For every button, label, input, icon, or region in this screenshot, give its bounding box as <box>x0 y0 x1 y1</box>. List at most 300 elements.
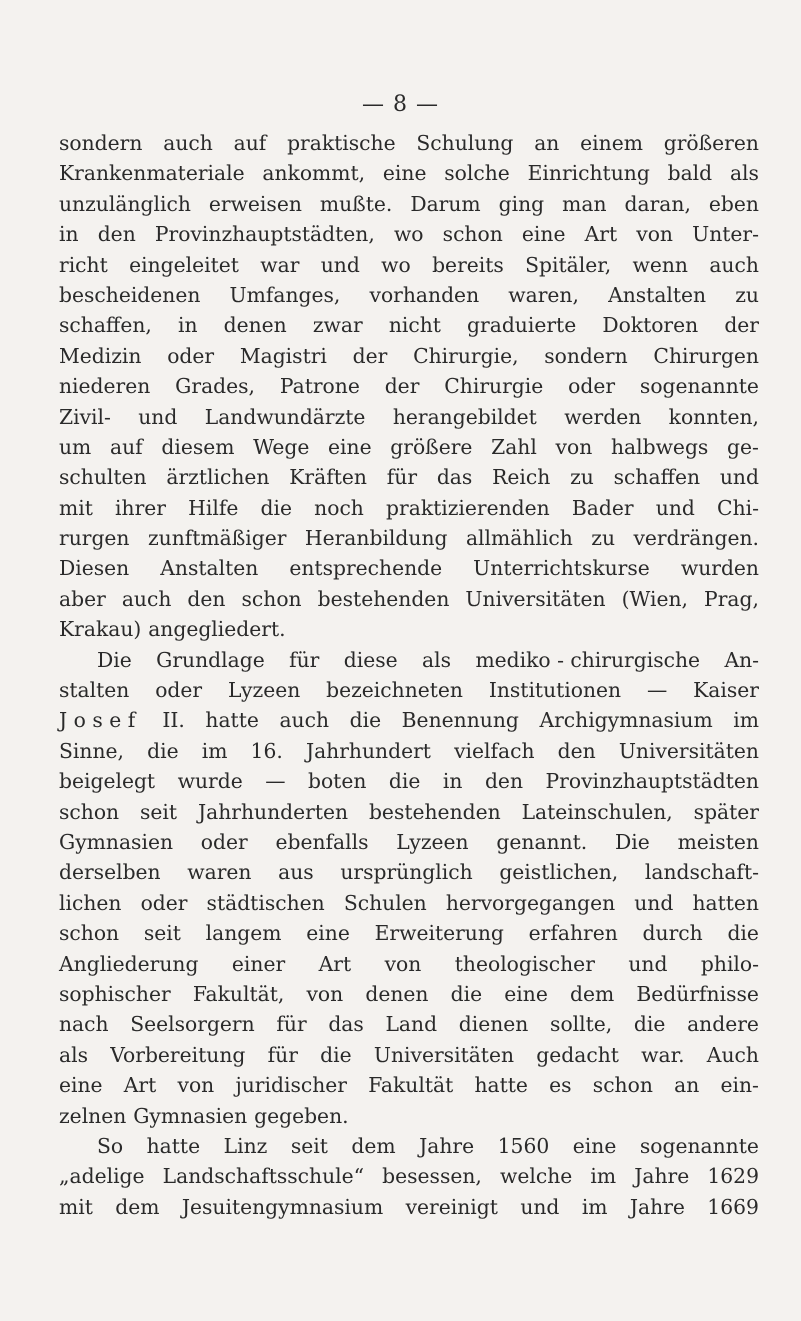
word: Chirurgie, <box>413 343 519 368</box>
word: Gymnasien <box>59 829 174 854</box>
word: hatte <box>146 1133 201 1158</box>
text-line <box>59 250 759 280</box>
word: man <box>562 191 607 216</box>
word: als <box>59 1042 88 1067</box>
word: größeren <box>663 131 759 155</box>
text-line <box>59 128 759 158</box>
word: Benennung <box>401 708 519 733</box>
word: Heranbildung <box>304 526 448 551</box>
word: Grades, <box>175 374 255 399</box>
word: Schulung <box>416 131 514 155</box>
text-line <box>59 1070 759 1100</box>
word: 1560 <box>497 1133 550 1158</box>
word: Universitäten <box>373 1042 515 1067</box>
word: zu <box>735 282 759 307</box>
text-line <box>59 614 759 644</box>
word: im <box>201 738 228 763</box>
text-line <box>59 1040 759 1070</box>
word: später <box>693 799 759 824</box>
word: „adelige <box>59 1164 145 1189</box>
word: an <box>674 1073 700 1098</box>
word: Universitäten <box>618 738 759 763</box>
word: den <box>187 586 226 611</box>
word: Patrone <box>279 374 360 399</box>
word: der <box>724 313 759 338</box>
word: sondern <box>544 343 628 368</box>
word: die <box>727 921 759 946</box>
word: andere <box>687 1012 759 1037</box>
word: nicht <box>388 313 441 338</box>
word: Schulen <box>343 890 427 915</box>
word: welche <box>500 1164 573 1189</box>
word: schon <box>592 1073 653 1098</box>
word: mediko - chirurgische <box>475 647 701 672</box>
word: Auch <box>706 1042 759 1067</box>
word: die <box>147 738 179 763</box>
word: Krakau) <box>59 617 142 642</box>
word: wo <box>393 222 424 247</box>
word: Art <box>123 1073 157 1098</box>
word: Gymnasien <box>133 1103 248 1128</box>
word: mußte. <box>319 191 393 216</box>
text-line <box>59 857 759 887</box>
word: Jahrhunderten <box>197 799 349 824</box>
word: schon <box>442 222 503 247</box>
word: auch <box>121 586 172 611</box>
word: besessen, <box>382 1164 482 1189</box>
word: entsprechende <box>289 556 443 581</box>
word: Wege <box>253 434 310 459</box>
word: von <box>636 222 673 247</box>
word: das <box>328 1012 364 1037</box>
word: graduierte <box>467 313 577 338</box>
word: (Wien, <box>621 586 689 611</box>
word: Hilfe <box>188 495 239 520</box>
word: bescheidenen <box>59 282 201 307</box>
word: war. <box>641 1042 685 1067</box>
word: nach <box>59 1012 109 1037</box>
word: sogenannte <box>639 1133 759 1158</box>
word: Art <box>584 222 618 247</box>
word: wenn <box>632 252 688 277</box>
word: eine <box>306 921 350 946</box>
word: sollte, <box>550 1012 613 1037</box>
word: denen <box>365 981 429 1006</box>
word: Seelsorgern <box>130 1012 255 1037</box>
word: boten <box>307 769 367 794</box>
word: bezeichneten <box>326 678 463 703</box>
word: juridischer <box>235 1073 347 1098</box>
word: oder <box>200 829 248 854</box>
word: Provinzhauptstädten, <box>154 222 375 247</box>
word: angegliedert. <box>148 617 286 642</box>
word: auf <box>109 434 143 459</box>
word: für <box>386 465 418 490</box>
word: den <box>557 738 596 763</box>
word: es <box>549 1073 572 1098</box>
word: eine <box>504 981 548 1006</box>
word: die <box>349 708 382 733</box>
word: auch <box>279 708 330 733</box>
word: oder <box>167 343 215 368</box>
word: Magistri <box>239 343 327 368</box>
word: landschaft- <box>644 860 759 885</box>
word: zelnen <box>59 1103 127 1128</box>
text-line <box>59 1161 759 1191</box>
word: Die <box>97 647 132 672</box>
word: derselben <box>59 860 161 885</box>
word: oder <box>568 374 616 399</box>
word: schon <box>241 586 302 611</box>
word: eine <box>328 434 372 459</box>
word: Darum <box>410 191 481 216</box>
word: hatte <box>205 708 259 733</box>
word: der <box>352 343 388 368</box>
word: und <box>634 890 674 915</box>
text-line <box>59 797 759 827</box>
text-line <box>59 189 759 219</box>
word: zu <box>591 526 616 551</box>
word: als <box>729 161 759 186</box>
word: Linz <box>223 1133 268 1158</box>
word: Zahl <box>491 434 537 459</box>
word: diesem <box>161 434 235 459</box>
word: Lateinschulen, <box>521 799 673 824</box>
word: sophischer <box>59 981 171 1006</box>
word: praktizierenden <box>386 495 550 520</box>
word: dem <box>351 1133 396 1158</box>
word: auf <box>233 131 267 155</box>
word: Einrichtung <box>527 161 650 186</box>
word: dem <box>570 981 615 1006</box>
word: Kräften <box>289 465 367 490</box>
word: Universitäten <box>465 586 606 611</box>
text-line <box>59 979 759 1009</box>
word: werden <box>564 404 642 429</box>
word: Anstalten <box>160 556 259 581</box>
word: Archigymnasium <box>539 708 713 733</box>
word: So <box>97 1133 124 1158</box>
word: Jahre <box>419 1133 475 1158</box>
text-line <box>59 402 759 432</box>
text-line <box>59 1101 759 1131</box>
text-line <box>59 1009 759 1039</box>
word: für <box>289 647 320 672</box>
word: vielfach <box>454 738 535 763</box>
word: gedacht <box>536 1042 619 1067</box>
word: im <box>590 1164 617 1189</box>
word: bestehenden <box>368 799 501 824</box>
word: die <box>260 495 292 520</box>
word: eben <box>708 191 759 216</box>
word: seit <box>290 1133 328 1158</box>
word: vorhanden <box>369 282 480 307</box>
word: den <box>97 222 136 247</box>
word: als <box>422 647 452 672</box>
word: Jahre <box>629 1194 685 1219</box>
word: Josef <box>59 708 142 733</box>
text-line <box>59 219 759 249</box>
page-number: — 8 — <box>362 92 439 117</box>
text-line <box>59 949 759 979</box>
text-line <box>59 280 759 310</box>
word: von <box>555 434 593 459</box>
word: für <box>276 1012 307 1037</box>
word: Art <box>318 951 352 976</box>
word: seit <box>143 921 181 946</box>
word: größere <box>390 434 473 459</box>
word: eine <box>572 1133 617 1158</box>
word: Diesen <box>59 556 130 581</box>
text-line <box>59 705 759 735</box>
word: schaffen, <box>59 313 152 338</box>
word: von <box>306 981 344 1006</box>
word: Land <box>385 1012 438 1037</box>
word: wurden <box>680 556 759 581</box>
word: Kaiser <box>693 678 759 703</box>
word: Lyzeen <box>396 829 469 854</box>
word: Landschaftsschule“ <box>162 1164 365 1189</box>
word: schon <box>59 799 120 824</box>
word: — <box>265 769 286 794</box>
word: zu <box>570 465 594 490</box>
word: meisten <box>677 829 759 854</box>
text-line <box>59 736 759 766</box>
word: und <box>628 951 668 976</box>
word: denen <box>223 313 287 338</box>
word: ärztlichen <box>166 465 270 490</box>
word: niederen <box>59 374 151 399</box>
word: oder <box>140 890 188 915</box>
word: im <box>581 1194 608 1219</box>
word: ankommt, <box>262 161 366 186</box>
word: eine <box>382 161 427 186</box>
word: Unter- <box>692 222 759 247</box>
text-line <box>59 462 759 492</box>
word: den <box>484 769 524 794</box>
word: schaffen <box>613 465 701 490</box>
word: in <box>177 313 198 338</box>
word: aus <box>278 860 314 885</box>
word: auch <box>163 131 213 155</box>
word: Spitäler, <box>525 252 612 277</box>
word: 16. <box>250 738 283 763</box>
word: Bedürfnisse <box>636 981 759 1006</box>
word: die <box>633 1012 666 1037</box>
word: und <box>320 252 360 277</box>
word: für <box>267 1042 298 1067</box>
word: in <box>59 222 79 247</box>
word: im <box>733 708 759 733</box>
word: das <box>436 465 473 490</box>
word: sondern <box>59 131 143 155</box>
word: zunftmäßiger <box>147 526 287 551</box>
word: der <box>384 374 420 399</box>
word: Erweiterung <box>374 921 504 946</box>
word: hatten <box>692 890 759 915</box>
word: richt <box>59 252 108 277</box>
word: vereinigt <box>405 1194 498 1219</box>
word: Chirurgen <box>653 343 759 368</box>
word: waren <box>187 860 252 885</box>
word: Fakultät, <box>192 981 285 1006</box>
word: hatte <box>474 1073 528 1098</box>
word: eine <box>521 222 566 247</box>
word: 1629 <box>707 1164 759 1189</box>
word: lichen <box>59 890 122 915</box>
word: Prag, <box>704 586 759 611</box>
word: um <box>59 434 92 459</box>
word: allmählich <box>465 526 573 551</box>
word: und <box>520 1194 560 1219</box>
word: ge- <box>727 434 759 459</box>
word: die <box>450 981 483 1006</box>
word: eine <box>59 1073 103 1098</box>
word: dienen <box>458 1012 529 1037</box>
word: von <box>384 951 422 976</box>
word: Reich <box>492 465 551 490</box>
word: ging <box>498 191 545 216</box>
word: Anstalten <box>608 282 707 307</box>
text-line <box>59 918 759 948</box>
word: war <box>260 252 300 277</box>
word: städtischen <box>206 890 325 915</box>
word: hervorgegangen <box>445 890 616 915</box>
word: Unterrichtskurse <box>473 556 650 581</box>
word: II. <box>162 708 185 733</box>
word: mit <box>59 1194 93 1219</box>
text-line <box>59 432 759 462</box>
word: in <box>442 769 463 794</box>
text-line <box>59 341 759 371</box>
word: 1669 <box>707 1194 759 1219</box>
word: ursprünglich <box>340 860 473 885</box>
word: waren, <box>508 282 579 307</box>
word: Chi- <box>717 495 759 520</box>
word: Bader <box>571 495 634 520</box>
text-line <box>59 1131 759 1161</box>
word: An- <box>724 647 759 672</box>
word: Chirurgie <box>444 374 544 399</box>
word: die <box>388 769 421 794</box>
word: gegeben. <box>254 1103 349 1128</box>
word: erweisen <box>208 191 302 216</box>
word: daran, <box>624 191 691 216</box>
word: geistlichen, <box>499 860 619 885</box>
word: Die <box>615 829 650 854</box>
word: Angliederung <box>59 951 199 976</box>
word: Jahre <box>634 1164 690 1189</box>
word: einer <box>231 951 286 976</box>
text-line <box>59 645 759 675</box>
word: bestehenden <box>317 586 450 611</box>
word: philo- <box>700 951 759 976</box>
word: mit <box>59 495 93 520</box>
word: Krankenmateriale <box>59 161 245 186</box>
word: Grundlage <box>156 647 265 672</box>
word: solche <box>444 161 510 186</box>
word: und <box>719 465 759 490</box>
text-line <box>59 371 759 401</box>
word: bald <box>667 161 713 186</box>
text-line <box>59 888 759 918</box>
word: die <box>320 1042 352 1067</box>
word: durch <box>642 921 703 946</box>
word: zwar <box>312 313 363 338</box>
text-line <box>59 827 759 857</box>
word: Umfanges, <box>229 282 341 307</box>
text-line <box>59 766 759 796</box>
word: Jahrhundert <box>305 738 431 763</box>
word: Zivil- <box>59 404 111 429</box>
word: bereits <box>432 252 504 277</box>
word: erfahren <box>528 921 618 946</box>
word: rurgen <box>59 526 130 551</box>
word: Landwundärzte <box>204 404 366 429</box>
text-line <box>59 675 759 705</box>
word: diese <box>343 647 398 672</box>
text-line <box>59 584 759 614</box>
word: Doktoren <box>602 313 699 338</box>
word: an <box>534 131 560 155</box>
word: Vorbereitung <box>110 1042 246 1067</box>
word: unzulänglich <box>59 191 191 216</box>
word: ein- <box>720 1073 759 1098</box>
word: von <box>177 1073 215 1098</box>
word: — <box>646 678 668 703</box>
text-line <box>59 310 759 340</box>
text-line <box>59 493 759 523</box>
word: seit <box>140 799 178 824</box>
text-line <box>59 523 759 553</box>
word: Lyzeen <box>227 678 301 703</box>
word: noch <box>314 495 364 520</box>
text-line <box>59 553 759 583</box>
word: Provinzhauptstädten <box>545 769 759 794</box>
word: und <box>138 404 178 429</box>
text-line <box>59 1192 759 1222</box>
text-line <box>59 158 759 188</box>
word: beigelegt <box>59 769 156 794</box>
word: oder <box>155 678 203 703</box>
word: stalten <box>59 678 130 703</box>
word: einem <box>580 131 643 155</box>
word: Sinne, <box>59 738 124 763</box>
word: theologischer <box>454 951 595 976</box>
word: halbwegs <box>610 434 709 459</box>
word: eingeleitet <box>129 252 239 277</box>
word: langem <box>205 921 282 946</box>
word: Medizin <box>59 343 142 368</box>
word: ebenfalls <box>275 829 369 854</box>
word: herangebildet <box>392 404 537 429</box>
word: schon <box>59 921 120 946</box>
word: Institutionen <box>488 678 622 703</box>
word: Jesuitengymnasium <box>181 1194 384 1219</box>
word: Fakultät <box>368 1073 454 1098</box>
word: wurde <box>177 769 243 794</box>
word: dem <box>115 1194 160 1219</box>
word: genannt. <box>496 829 588 854</box>
word: auch <box>709 252 759 277</box>
word: praktische <box>287 131 396 155</box>
word: sogenannte <box>639 374 759 399</box>
word: ihrer <box>115 495 166 520</box>
body-text <box>59 128 759 1222</box>
word: aber <box>59 586 106 611</box>
word: konnten, <box>668 404 759 429</box>
word: wo <box>381 252 411 277</box>
